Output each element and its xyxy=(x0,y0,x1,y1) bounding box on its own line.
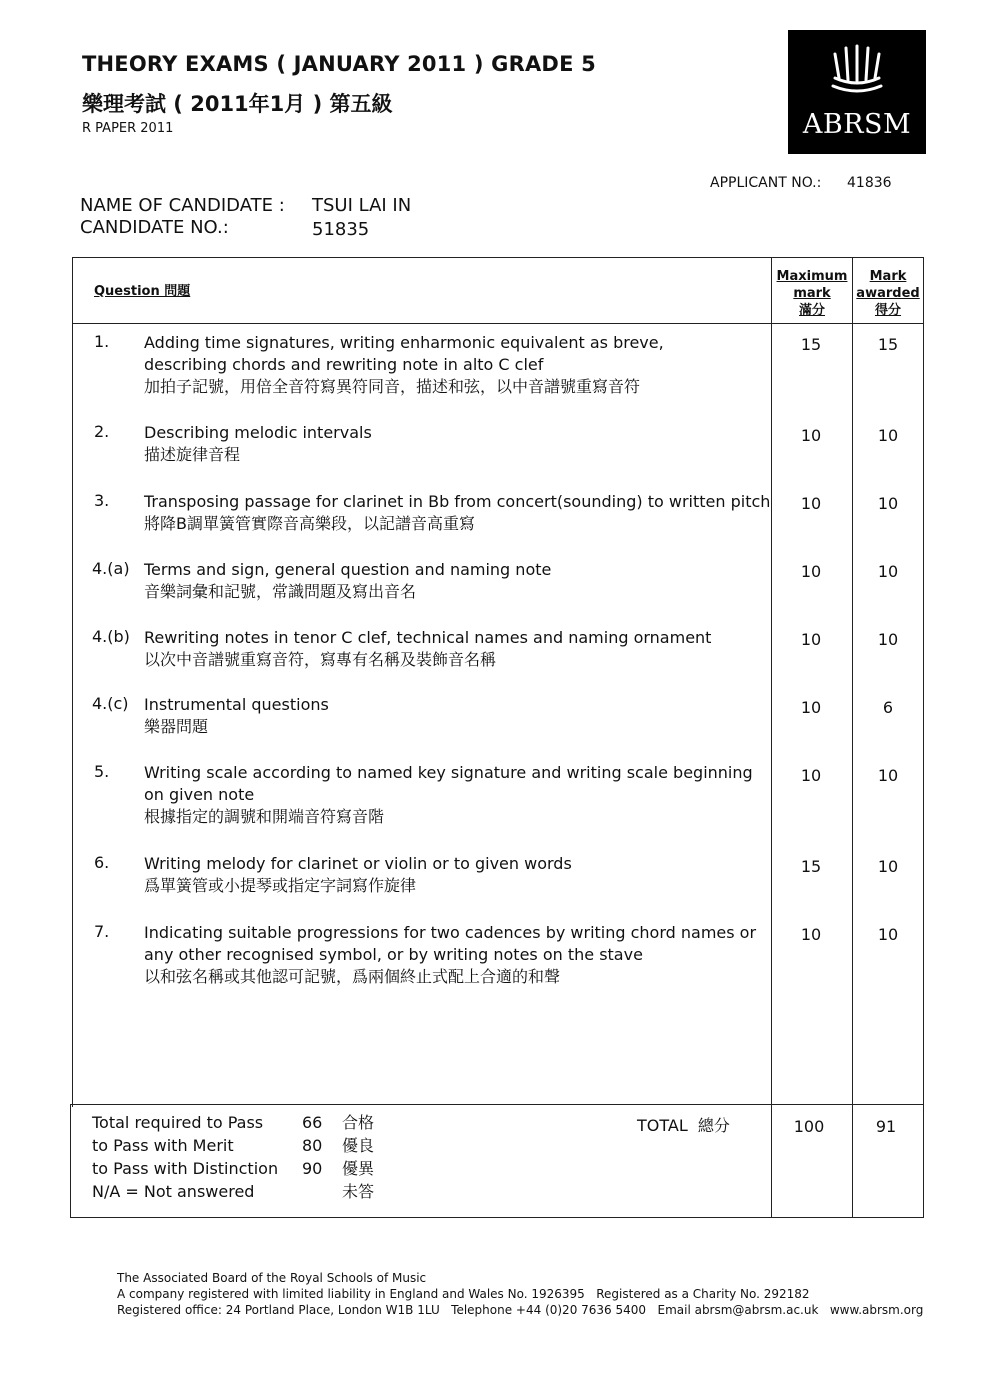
question-column-header: Question 問題 xyxy=(94,284,191,299)
question-description: Describing melodic intervals 描述旋律音程 xyxy=(144,423,372,464)
question-description: Rewriting notes in tenor C clef, technical names and naming ornament 以次中音譜號重寫音符，寫專有名稱及裝飾音名稱 xyxy=(144,628,712,669)
mark-awarded: 10 xyxy=(877,766,899,785)
question-number: 4.(c) xyxy=(92,694,129,713)
mark-awarded: 10 xyxy=(877,494,899,513)
maximum-mark: 10 xyxy=(800,562,822,581)
total-label: TOTAL 總分 xyxy=(637,1116,730,1135)
maximum-mark: 10 xyxy=(800,766,822,785)
footer-org-name: The Associated Board of the Royal Schools of Music xyxy=(117,1271,427,1285)
mark-awarded: 10 xyxy=(877,562,899,581)
candidate-no-value: 51835 xyxy=(312,219,370,240)
question-description: Writing melody for clarinet or violin or to given words 爲單簧管或小提琴或指定字詞寫作旋律 xyxy=(144,854,572,895)
question-number: 7. xyxy=(94,922,110,941)
question-number: 4.(a) xyxy=(92,559,130,578)
question-description: Writing scale according to named key signature and writing scale beginning on given note 根據指定的調號和開端音符寫音階 xyxy=(144,763,753,826)
question-description: Terms and sign, general question and naming note 音樂詞彙和記號，常識問題及寫出音名 xyxy=(144,560,552,601)
pass-level-chinese: 合格 優良 優異 未答 xyxy=(342,1113,375,1201)
mark-awarded: 6 xyxy=(882,698,894,717)
mark-awarded: 10 xyxy=(877,857,899,876)
maximum-mark: 10 xyxy=(800,426,822,445)
candidate-name-label: NAME OF CANDIDATE : xyxy=(80,195,285,216)
maximum-mark: 10 xyxy=(800,698,822,717)
crown-icon xyxy=(829,44,885,96)
exam-title-chinese: 樂理考試 ( 2011年1月 ) 第五級 xyxy=(82,92,393,116)
paper-code: R PAPER 2011 xyxy=(82,121,174,136)
applicant-no-value: 41836 xyxy=(847,175,892,191)
total-maximum-mark: 100 xyxy=(793,1117,825,1136)
maximum-mark: 15 xyxy=(800,857,822,876)
pass-level-labels: Total required to Pass to Pass with Merit to Pass with Distinction N/A = Not answered xyxy=(92,1113,279,1201)
question-description: Instrumental questions 樂器問題 xyxy=(144,695,329,736)
mark-awarded: 10 xyxy=(877,630,899,649)
applicant-no-label: APPLICANT NO.: xyxy=(710,175,822,191)
maximum-mark: 10 xyxy=(800,494,822,513)
exam-title: THEORY EXAMS ( JANUARY 2011 ) GRADE 5 xyxy=(82,52,596,76)
abrsm-logo xyxy=(788,30,926,154)
maximum-mark-header: Maximum mark 滿分 xyxy=(776,269,848,318)
mark-awarded: 15 xyxy=(877,335,899,354)
total-mark-awarded: 91 xyxy=(875,1117,897,1136)
footer-contact: Registered office: 24 Portland Place, London W1B 1LU Telephone +44 (0)20 7636 5400 Email abrsm@abrsm.ac.uk www.abrsm.org xyxy=(117,1303,924,1317)
question-number: 1. xyxy=(94,332,110,351)
mark-awarded: 10 xyxy=(877,925,899,944)
question-description: Transposing passage for clarinet in Bb from concert(sounding) to written pitch 將降B調單簧管實際音高樂段，以記譜音高重寫 xyxy=(144,492,771,533)
maximum-mark: 10 xyxy=(800,630,822,649)
question-number: 3. xyxy=(94,491,110,510)
candidate-name-value: TSUI LAI IN xyxy=(312,195,412,216)
question-number: 4.(b) xyxy=(92,627,130,646)
mark-awarded: 10 xyxy=(877,426,899,445)
footer-registration: A company registered with limited liability in England and Wales No. 1926395 Registered as a Charity No. 292182 xyxy=(117,1287,810,1301)
candidate-no-label: CANDIDATE NO.: xyxy=(80,217,229,238)
maximum-mark: 15 xyxy=(800,335,822,354)
pass-level-values: 66 80 90 xyxy=(302,1113,323,1178)
question-description: Indicating suitable progressions for two cadences by writing chord names or any other recognised symbol, or by writing notes on the stave 以和弦名稱或其他認可記號，爲兩個終止式配上合適的和聲 xyxy=(144,923,757,986)
question-number: 5. xyxy=(94,762,110,781)
question-number: 6. xyxy=(94,853,110,872)
maximum-mark: 10 xyxy=(800,925,822,944)
footer xyxy=(117,1270,923,1318)
mark-awarded-header: Mark awarded 得分 xyxy=(856,269,920,318)
question-number: 2. xyxy=(94,422,110,441)
logo-text: ABRSM xyxy=(802,109,912,140)
question-description: Adding time signatures, writing enharmonic equivalent as breve, describing chords and rewriting note in alto C clef 加拍子記號，用倍全音符寫異符同音，描述和弦，以中音譜號重寫音符 xyxy=(144,333,664,396)
